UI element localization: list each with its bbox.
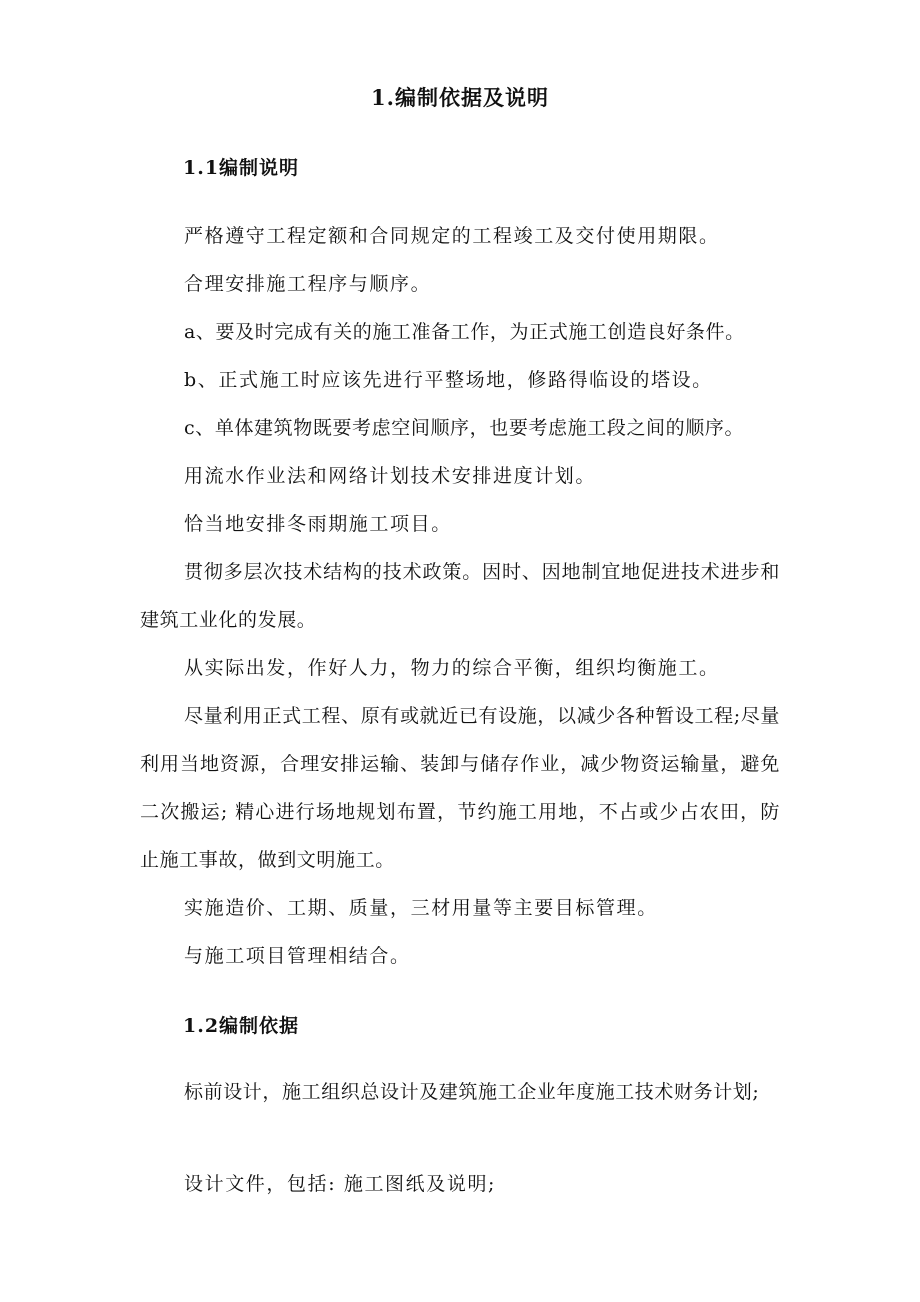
paragraph: 与施工项目管理相结合。 [184,945,411,967]
paragraph: 尽量利用正式工程、原有或就近已有设施，以减少各种暂设工程;尽量利用当地资源，合理安排运输、装卸与储存作业，减少物资运输量，避免二次搬运; 精心进行场地规划布置，节约施工用地，不占或少占农田，防止施工事故，做到文明施工。 [140,705,780,871]
paragraph: a、要及时完成有关的施工准备工作，为正式施工创造良好条件。 [184,321,745,343]
paragraph: 贯彻多层次技术结构的技术政策。因时、因地制宜地促进技术进步和建筑工业化的发展。 [140,561,780,631]
paragraph: 合理安排施工程序与顺序。 [184,273,432,295]
section-heading-1-2: 1.2编制依据 [183,1015,300,1037]
section-heading-1-1: 1.1编制说明 [183,157,300,179]
paragraph: 恰当地安排冬雨期施工项目。 [184,513,452,535]
paragraph: 用流水作业法和网络计划技术安排进度计划。 [184,465,597,487]
paragraph: 从实际出发，作好人力，物力的综合平衡，组织均衡施工。 [184,657,720,679]
paragraph: 标前设计，施工组织总设计及建筑施工企业年度施工技术财务计划; [184,1081,760,1103]
paragraph: 设计文件，包括: 施工图纸及说明; [184,1173,497,1195]
paragraph: 实施造价、工期、质量，三材用量等主要目标管理。 [184,897,658,919]
paragraph: 严格遵守工程定额和合同规定的工程竣工及交付使用期限。 [184,225,720,247]
paragraph: b、正式施工时应该先进行平整场地，修路得临设的塔设。 [184,369,713,391]
paragraph: c、单体建筑物既要考虑空间顺序，也要考虑施工段之间的顺序。 [184,417,745,439]
document-title: 1.编制依据及说明 [371,85,549,110]
